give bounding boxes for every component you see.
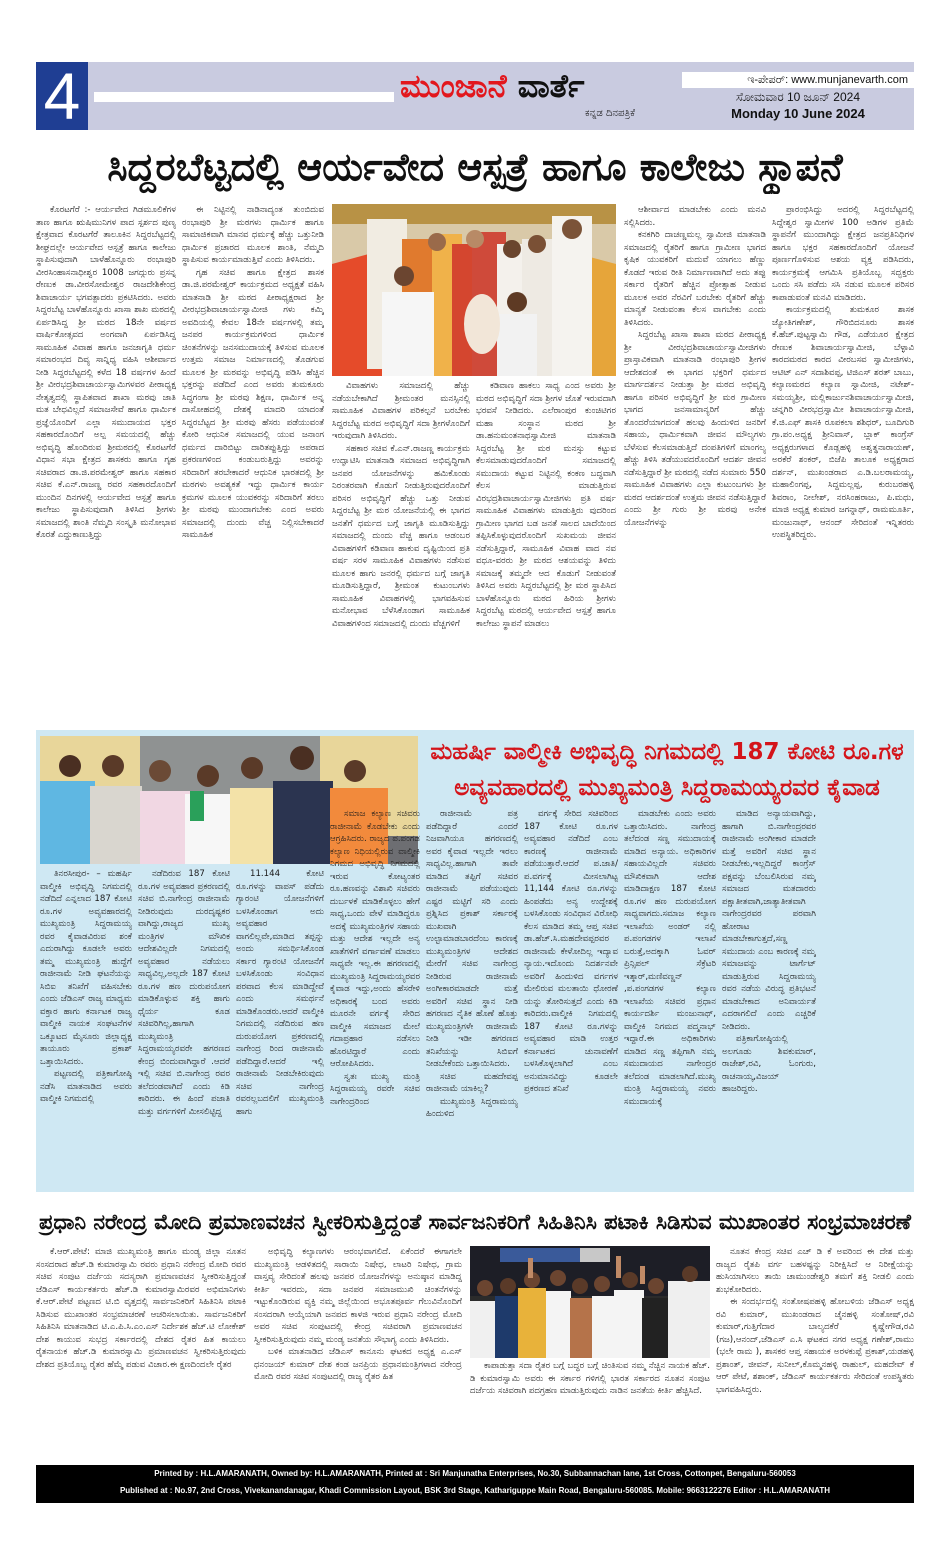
website-url[interactable]: www.munjanevarth.com (791, 74, 908, 86)
story2-headline-line-1: ಮಹರ್ಷಿ ವಾಲ್ಮೀಕಿ ಅಭಿವೃದ್ಧಿ ನಿಗಮದಲ್ಲಿ 187 ಕೋಟಿ ರೂ.ಗಳ (430, 739, 904, 765)
story2-column-6: ವರ್ಗಕ್ಕೆ ಸೇರಿದ ಸಚಿವರಿಂದ 187 ಕೋಟಿ ರೂ.ಗಳ ಅವ್ಯವಹಾರ ನಡೆದಿದೆ ಎಂಬ ಕಾರಣಕ್ಕೆ ರಾಜೀನಾಮೆ ಪಡೆಯುತ್ತಾರೆ.ಆದರೆ ಪ.ಜಾತಿ/ಪ.ವರ್ಗಕ್ಕೆ ಮೀಸಲಾಗಿಟ್ಟ 11,144 ಕೋಟಿ ರೂ.ಗಳನ್ನು ಹಿಂಪಡೆದು ಅನ್ಯ ಉದ್ದೇಶಕ್ಕೆ ಬಳಸಿಕೊಂಡು ಸಂವಿಧಾನ ವಿರೋಧಿ ಕೆಲಸ ಮಾಡಿದ ತಮ್ಮ ಆಪ್ತ ಸಚಿವ ಡಾ.ಹೆಚ್.ಸಿ.ಮಹದೇವಪ್ಪರವರ ರಾಜೀನಾಮೆ ಕೇಳೋದಿಲ್ಲ ಇದ್ಯಾವ ನ್ಯಾಯ.ಇದೊಂದು ನಿದರ್ಶನವೇ ಅವರಿಗೆ ಹಿಂದುಳಿದ ವರ್ಗಗಳ ಮೇಲಿರುವ ಮಲತಾಯಿ ಧೋರಣೆ ಯನ್ನು ತೋರಿಸುತ್ತದೆ ಎಂದು ಕಿಡಿ ಕಾರಿದರು.ವಾಲ್ಮೀಕಿ ನಿಗಮದಲ್ಲಿ 187 ಕೋಟಿ ರೂ.ಗಳನ್ನು ಅವ್ಯವಹಾರ ಮಾಡಿ ಉತ್ತರ ಕರ್ನಾಟಕದ ಚುನಾವಣೆಗೆ ಬಳಸಿಕೊಳ್ಳಲಾಗಿದೆ ಎಂಬ ಅನುಮಾನವಿದ್ದು ಕೂಡಲೇ ಪ್ರಕರಣದ ತನಿಖೆ (524, 809, 618, 1094)
date-english: Monday 10 June 2024 (731, 106, 865, 121)
story2-column-2: ನಡೆದಿರುವ 187 ಕೋಟಿ ರೂ.ಗಳ ಅವ್ಯವಹಾರ ಪ್ರಕರಣದಲ್ಲಿ ಸಚಿವ ಬಿ.ನಾಗೇಂದ್ರ ರಾಜೀನಾಮೆ ನೀಡಿರುವುದು ದುರದೃಷ್ಟಕರ ವಾಗಿದ್ದು,ರಾಜ್ಯದ ಮುಖ್ಯ ಮಂತ್ರಿಗಳ ಮೌಖಿಕ ಆದೇಶವಿಲ್ಲದೇ ನಿಗಮದಲ್ಲಿ ಅವ್ಯವಹಾರ ನಡೆಯಲು ಸಾಧ್ಯವಿಲ್ಲ,ಅಲ್ಲದೇ 187 ಕೋಟಿ ರೂ.ಗಳ ಹಣ ದುರುಪಯೋಗ ಮಾಡಿಕೊಳ್ಳುವ ಶಕ್ತಿ ಹಾಗು ಧೈರ್ಯ ಕೂಡ ಸಚಿವರಿಗಿಲ್ಲ,ಹಾಗಾಗಿ ಮುಖ್ಯಮಂತ್ರಿ ಸಿದ್ದರಾಮಯ್ಯರವರೇ ಹಗರಣದ ಕೇಂದ್ರ ಬಿಂದುವಾಗಿದ್ದಾರೆ .ಆದರೆ ಇಲ್ಲಿ ಸಚಿವ ಬಿ.ನಾಗೇಂದ್ರ ರವರ ತಲೆದಂಡವಾಗಿದೆ ಎಂದು ಕಿಡಿ ಕಾರಿದರು. ಈ ಹಿಂದೆ ಪಜಾತಿ ಮತ್ತು ವರ್ಗಗಳಿಗೆ ಮೀಸಲಿಟ್ಟಿದ್ದ (138, 869, 230, 1117)
story2-column-3: 11.144 ಕೋಟಿ ರೂ.ಗಳನ್ನು ವಾಪಸ್ ಪಡೆದು ಗ್ಯಾರಂಟಿ ಯೋಜನೆಗಳಿಗೆ ಬಳಸಿಕೊಂಡಾಗ ಅದು ಅವ್ಯವಹಾರ ವಾಗಲಿಲ್ಲವೇ,ಮಾಡಿದ ತಪ್ಪನ್ನು ಅಂದು ಸಮರ್ಥಿಸಿಕೊಂಡ ಸರ್ಕಾರ ಗ್ಯಾರಂಟಿ ಯೋಜನೆಗೆ ಬಳಸಿಕೊಂಡು ಸಂವಿಧಾನ ಪರವಾದ ಕೆಲಸ ಮಾಡಿದ್ದೇವೆ ಎಂದು ಸಮರ್ಥನೆ ಮಾಡಿಕೊಂಡರು.ಆದರೆ ವಾಲ್ಮೀಕಿ ನಿಗಮದಲ್ಲಿ ನಡೆದಿರುವ ಹಣ ದುರುಪಯೋಗ ಪ್ರಕರಣದಲ್ಲಿ ನಾಗೇಂದ್ರ ರಿಂದ ರಾಜೀನಾಮೆ ಪಡೆದಿದ್ದಾರೆ.ಆದರೆ ಇಲ್ಲಿ ರಾಜೀನಾಮೆ ನೀಡಬೇಕಿರುವುದು ಸಚಿವ ನಾಗೇಂದ್ರ ರವರಲ್ಲಬದಲಿಗೆ ಮುಖ್ಯಮಂತ್ರಿ ಹಾಗು (236, 869, 324, 1117)
story1-column-3: ವಿವಾಹಗಳು ಸಮಾಜದಲ್ಲಿ ಹೆಚ್ಚು ನಡೆಯಬೇಕಾಗಿದೆ ಶ್ರೀಮಂತರ ಮನಸ್ಸಿನಲ್ಲಿ ಸಾಮೂಹಿಕ ವಿವಾಹಗಳ ಪರಿಕಲ್ಪನೆ ಬರಬೇಕು ಸಿದ್ದರಬೆಟ್ಟ ಮಠದ ಅಭಿವೃದ್ಧಿಗೆ ಸದಾ ಶ್ರೀಗಳೊಂದಿಗೆ ಇರುವುದಾಗಿ ತಿಳಿಸಿದರು. ಸಹಕಾರ ಸಚಿವ ಕೆ.ಎನ್.ರಾಜಣ್ಣ ಕಾರ್ಯಕ್ರಮ ಉದ್ಘಾಟಿಸಿ ಮಾತನಾಡಿ ಸಮಾಜದ ಅಭಿವೃದ್ಧಿಗಾಗಿ ಜನಪರ ಯೋಜನೆಗಳನ್ನು ಹಮಿಕೊಂಡು ನಿರಂತರವಾಗಿ ಕೊಡುಗೆ ನೀಡುತ್ತಿರುವುದರೊಂದಿಗೆ ಪರಿಸರ ಅಭಿವೃದ್ಧಿಗೆ ಹೆಚ್ಚು ಒತ್ತು ನೀಡುವ ಸಿದ್ದರಬೆಟ್ಟ ಶ್ರೀ ಮಠ ಯೋಜನೆಯಲ್ಲಿ ಈ ಭಾಗದ ಜನತೆಗೆ ಧರ್ಮದ ಬಗ್ಗೆ ಜಾಗೃತಿ ಮೂಡಿಸುತ್ತಿದ್ದು ಸಮಾಜದಲ್ಲಿ ದುಂದು ವೆಚ್ಚ ಹಾಗೂ ಆಡಂಬರ ವಿವಾಹಗಳಿಗೆ ಕಡಿವಾಣ ಹಾಕುವ ದೃಷ್ಟಿಯಿಂದ ಪ್ರತಿ ವರ್ಷ ಸರಳ ಸಾಮೂಹಿಕ ವಿವಾಹಗಳು ನಡೆಸುವ ಮೂಲಕ ಹಾಗು ಜನರಲ್ಲಿ ಧರ್ಮದ ಬಗ್ಗೆ ಜಾಗೃತಿ ಮೂಡಿಸುತ್ತಿದ್ದಾರೆ, ಶ್ರೀಮಂತ ಕುಟುಂಬಗಳು ಸಾಮೂಹಿಕ ವಿವಾಹಗಳಲ್ಲಿ ಭಾಗವಹಿಸುವ ಮನೋಭಾವ ಬೆಳೆಸಿಕೊಂಡಾಗ ಸಾಮೂಹಿಕ ವಿವಾಹಗಳಿಂದ ಸಮಾಜದಲ್ಲಿ ದುಂದು ವೆಚ್ಚಗಳಿಗೆ (332, 381, 470, 629)
epaper-link[interactable]: ಇ-ಪೇಪರ್: www.munjanevarth.com (682, 72, 914, 88)
footer-printer-line: Printed by : H.L.AMARANATH, Owned by: H.L.AMARANATH, Printed at : Sri Manjunatha Enterprises, No.30, Subbannachan lane, 1st Cross, Cottonpet, Bengaluru-560053 (154, 1469, 796, 1478)
logo-subtitle: ಕನ್ನಡ ದಿನಪತ್ರಿಕೆ (585, 108, 636, 119)
story2-column-5: ರಾಜೀನಾಮೆ ಪತ್ರ ಪಡೆದಿದ್ದಾರೆ ಎಂದರೆ ನಿಜವಾಗಿಯೂ ಹಗರಣದಲ್ಲಿ ಅವರ ಕೈವಾಡ ಇಲ್ಲದೇ ಇರಲು ಸಾಧ್ಯವಿಲ್ಲ.ಹಾಗಾಗಿ ತಾವೇ ಮಾಡಿದ ತಪ್ಪಿಗೆ ಸಚಿವರ ರಾಜೀನಾಮೆ ಪಡೆಯುವುದು ಎಷ್ಟರ ಮಟ್ಟಿಗೆ ಸರಿ ಎಂದು ಪ್ರಶ್ನಿಸಿದ ಪ್ರಕಾಶ್ ಸರ್ಕಾರಕ್ಕೆ ಮುಖವಾಗಿ ಉಲ್ಟಾಮಾಡಬಾರದೆಂಬ ಕಾರಣಕ್ಕೆ ಮುಖ್ಯಮಂತ್ರಿಗಳ ಆದೇಶದ ಮೇರೆಗೆ ಸಚಿವ ನಾಗೇಂದ್ರ ನೀಡಿರುವ ರಾಜೀನಾಮೆ ಅಂಗೀಕಾರಮಾಡದೇ ಮತ್ತೆ ಅವರಿಗೆ ಸಚಿವ ಸ್ಥಾನ ನೀಡಿ ಹಗರಣದ ನೈತಿಕ ಹೊಣೆ ಹೊತ್ತು ಮುಖ್ಯಮಂತ್ರಿಗಳೇ ರಾಜೀನಾಮೆ ನೀಡಿ ಇಡೀ ಹಗರಣದ ತನಿಖೆಯನ್ನು ಸಿಬಿಐಗೆ ನೀಡಬೇಕೆಂದು ಒತ್ತಾಯಿಸಿದರು. ಸಚಿವ ಮಹದೇವಪ್ಪ ರಾಜೀನಾಮೆ ಯಾಕಿಲ್ಲ? ಮುಖ್ಯಮಂತ್ರಿ ಸಿದ್ದರಾಮಯ್ಯ ಹಿಂದುಳಿದ (426, 809, 518, 1119)
story2-column-8: ಮಾಡಿದ ಅನ್ಯಾಯವಾಗಿದ್ದು, ಹಾಗಾಗಿ ಬಿ.ನಾಗೇಂದ್ರರವರ ರಾಜೀನಾಮೆ ಅಂಗೀಕಾರ ಮಾಡದೇ ಮತ್ತೆ ಅವರಿಗೆ ಸಚಿವ ಸ್ಥಾನ ನೀಡಬೇಕು,ಇಲ್ಲದಿದ್ದರೆ ಕಾಂಗ್ರೆಸ್ ಪಕ್ಷವನ್ನು ಬೆಂಬಲಿಸಿರುವ ನಮ್ಮ ಸಮಾಜದ ಮತದಾರರು ಪಕ್ಷಾತೀತವಾಗಿ,ಜಾತ್ಯಾತೀತವಾಗಿ ನಾಗೇಂದ್ರರವರ ಪರವಾಗಿ ಹೋರಾಟ ಮಾಡಬೇಕಾಗುತ್ತದೆ,ಸಣ್ಣ ಸಮುದಾಯ ಎಂಬ ಕಾರಣಕ್ಕೆ ನಮ್ಮ ಸಮಾಜವನ್ನು ಟಾರ್ಗೆಟ್ ಮಾಡುತ್ತಿರುವ ಸಿದ್ದರಾಮಯ್ಯ ರವರ ನಡೆಯ ವಿರುದ್ಧ ಪ್ರತಿಭಟನೆ ಮಾಡಬೇಕಾದ ಅನಿವಾರ್ಯತೆ ಎದರಾಗಲಿದೆ ಎಂದು ಎಚ್ಚರಿಕೆ ನೀಡಿದರು. ಪತ್ರಿಕಾಗೋಷ್ಠಿಯಲ್ಲಿ ಅಲಗೂಡು ಶಿವಕುಮಾರ್, ರಾಜೇಶ್,ರವಿ, ಓಂಗುರು, ರಾಚನಾಯ್ಕ,ವಿಜಯ್ ಹಾಜರಿದ್ದರು. (722, 809, 816, 1094)
story1-column-4: ಕಡಿವಾಣ ಹಾಕಲು ಸಾಧ್ಯ ಎಂದ ಅವರು ಶ್ರೀ ಮಠದ ಅಭಿವೃದ್ಧಿಗೆ ಸದಾ ಶ್ರೀಗಳ ಜೊತೆ ಇರುವದಾಗಿ ಭರವಸೆ ನೀಡಿದರು. ಎಲೆರಾಂಪುರ ಕುಂಚಿಟಿಗರ ಮಹಾ ಸಂಸ್ಥಾನ ಮಠದ ಶ್ರೀ ಡಾ.ಹನುಮಂತನಾಥಸ್ವಾಮೀಜಿ ಮಾತನಾಡಿ ಸಿದ್ದರಬೆಟ್ಟ ಶ್ರೀ ಮಠ ಮನಸ್ಸು ಕಟ್ಟುವ ಕೆಲಸಮಾಡುವುದರೊಂದಿಗೆ ಸಮಾಜದಲ್ಲಿ ಸಮುದಾಯ ಕಟ್ಟುವ ನಿಟ್ಟಿನಲ್ಲಿ ಕಂಕಣ ಬದ್ಧವಾಗಿ ಕೆಲಸ ಮಾಡುತ್ತಿರುವ ವಿರಭದ್ರಶಿವಾಚಾರ್ಯಸ್ವಾಮೀಜಿಗಳು ಪ್ರತಿ ವರ್ಷ ಸಾಮೂಹಿಕ ವಿವಾಹಗಳು ಮಾಡುತ್ತಿರು ವುದರಿಂದ ಗ್ರಾಮೀಣ ಭಾಗದ ಬಡ ಜನತೆ ಸಾಲದ ಬಾದೆಯಿಂದ ತಪ್ಪಿಸಿಕೊಳ್ಳುವುದರೊಂದಿಗೆ ಸುಖಮಯ ಜೀವನ ನಡೆಸುತ್ತಿದ್ದಾರೆ, ಸಾಮೂಹಿಕ ವಿವಾಹ ವಾದ ನವ ವಧೂ-ವರರು ಶ್ರೀ ಮಠದ ಆಶಯವನ್ನು ತಿಳಿದು ಸಮಾಜಕ್ಕೆ ತಮ್ಮದೇ ಆದ ಕೊಡುಗೆ ನೀಡುವಂತೆ ತಿಳಿಸಿದ ಅವರು ಸಿದ್ದರಬೆಟ್ಟದಲ್ಲಿ ಶ್ರೀ ಮಠ ಸ್ಥಾಪಿಸಿದ ಬಾಳೆಹೊನ್ನೂರು ಮಠದ ಹಿರಿಯ ಶ್ರೀಗಳು ಸಿದ್ದರಬೆಟ್ಟ ಮಠದಲ್ಲಿ ಆರ್ಯವೇದ ಆಸ್ಪತ್ರೆ ಹಾಗೂ ಕಾಲೇಜು ಸ್ಥಾಪನೆ ಮಾಡಲು (476, 381, 616, 629)
story3-photo (470, 1246, 710, 1358)
story1-headline: ಸಿದ್ದರಬೆಟ್ಟದಲ್ಲಿ ಆರ್ಯವೇದ ಆಸ್ಪತ್ರೆ ಹಾಗೂ ಕಾಲೇಜು ಸ್ಥಾಪನೆ (107, 145, 843, 189)
story2-column-7: ಮಾಡಬೇಕು ಎಂದು ಅವರು ಒತ್ತಾಯಿಸಿದರು. ನಾಗೇಂದ್ರ ತಲೆದಂಡ ಸಣ್ಣ ಸಮುದಾಯಕ್ಕೆ ಮಾಡಿದ ಅನ್ಯಾಯ. ಅಧಿಕಾರಿಗಳ ಸಹಾಯವಿಲ್ಲದೇ ಸಚಿವರು ಮೌಖಿಕವಾಗಿ ಆದೇಶ ಮಾಡಿದಾಕ್ಷಣ 187 ಕೋಟಿ ರೂ.ಗಳ ಹಣ ದುರುಪಯೋಗ ಸಾಧ್ಯವಾಗದು.ಸಮಾಜ ಕಲ್ಯಾಣ ಇಲಾಖೆಯ ಅಂಡರ್ ನಲ್ಲಿ ಪ.ಪಂಗಡಗಳ ಇಲಾಖೆ ಬರುತ್ತೆ,ಅದಕ್ಕಾಗಿ ಓವರ್ ಪ್ರಿನ್ಸಿಪಲ್ ಸೆಕ್ರೆಟರಿ ಇತ್ಕಾರ್,ಮಣಿವಣ್ಣನ್ ,ಪ.ಪಂಗಡಗಳ ಕಲ್ಯಾಣ ಇಲಾಖೆಯ ಸಚಿವರ ಪ್ರಧಾನ ಕಾರ್ಯದರ್ಶಿ ಮಂಜುನಾಥ್, ವಾಲ್ಮೀಕಿ ನಿಗಮದ ಪದ್ಮನಾಭ್ ಇದ್ದಾರೆ.ಈ ಅಧಿಕಾರಿಗಳು ಮಾಡಿದ ಸಣ್ಣ ತಪ್ಪಿಗಾಗಿ ನಮ್ಮ ಸಮುದಾಯದ ನಾಗೇಂದ್ರರ ತಲೆದಂಡ ಮಾಡಲಾಗಿದೆ.ಮುಖ್ಯ ಮಂತ್ರಿ ಸಿದ್ದರಾಮಯ್ಯ ನವರು ಸಮುದಾಯಕ್ಕೆ (624, 809, 716, 1107)
epaper-label: ಇ-ಪೇಪರ್ (747, 74, 786, 86)
imprint-footer (36, 1465, 914, 1503)
story1-column-6: ಪ್ರಾರಂಭಿಸಿದ್ದು ಅದರಲ್ಲಿ ಸಿದ್ದರಬೆಟ್ಟದಲ್ಲಿ ಸಿದ್ದೇಶ್ವರ ಸ್ವಾಮೀಗಳ 100 ಅಡಿಗಳ ಪ್ರತಿಮೆ ಸ್ಥಾಪನೆಗೆ ಮುಂದಾಗಿದ್ದು ಕ್ಷೇತ್ರದ ಜನಪ್ರತಿನಿಧಿಗಳ ಹಾಗೂ ಭಕ್ತರ ಸಹಕಾರದೊಂದಿಗೆ ಯೋಜನೆ ಪೂರ್ಣಗೊಳಿಸುವ ಆಶಯ ವ್ಯಕ್ತ ಪಡಿಸಿದರು, ಕಾರ್ಯಕ್ರಮಕ್ಕೆ ಆಗಮಿಸಿ ಪ್ರತಿಯೊಬ್ಬ ಸದ್ಭಕ್ತರು ಒಂದು ಸಸಿ ಪಡೆದು ಸಸಿ ನಡುವ ಮೂಲಕ ಪರಿಸರ ಕಾಪಾಡುವಂತೆ ಮನವಿ ಮಾಡಿದರು. ಕಾರ್ಯಕ್ರಮದಲ್ಲಿ ತುಮಕೂರ ಶಾಸಕ ಜ್ಯೋತಿಗಣೇಶ್, ಗೌರಿಬಿದನೂರು ಶಾಸಕ ಕೆ.ಹೆಚ್.ಪುಟ್ಟಸ್ವಾಮಿ ಗೌಡ, ಎಡೆಯೂರ ಕ್ಷೇತ್ರದ ರೇಣುಕ ಶಿವಾಚಾರ್ಯಸ್ವಾಮೀಜಿ, ಬೆಳ್ಳಾವಿ ಕಾರದಮಠದ ಕಾರದ ವೀರಬಸವ ಸ್ವಾಮೀಜಿಗಳು, ಆಟಿಟ್ ಎನ್ ಸದಾಶಿವಪ್ಪ, ಟಿಜಿಎಸ್ ಶರತ್ ಬಾಬು, ಕಲ್ಯಾಣಮಠದ ಕಲ್ಯಾಣ ಸ್ವಾಮೀಜಿ, ನಟೇಶ್-ಸಮಯ್ಯಶ್ರೀ, ಮಲ್ಲಿಕಾರ್ಜುನಶಿವಾಚಾರ್ಯಸ್ವಾಮೀಜಿ, ಚನ್ನಗಿರಿ ವೀರಭದ್ರಸ್ವಾಮೀ ಶಿವಾಚಾರ್ಯಸ್ವಾಮೀಜಿ, ಕೆ.ಜಿ.ಎಫ್ ಶಾಸಕಿ ರೂಪಕಲಾ ಶಶಿಧರ್, ಬೂದಿಗುರಿ ಗ್ರಾ.ಪಂ.ಅಧ್ಯಕ್ಷ ಶ್ರೀನಿವಾಸ್, ಬ್ಲಾಕ್ ಕಾಂಗ್ರೆಸ್ ಅಧ್ಯಕ್ಷರುಗಳಾದ ಕೊಡ್ಲಹಳ್ಳಿ ಅಶ್ವತ್ಥನಾರಾಯಣ್, ಅರಕೆರೆ ಶಂಕರ್, ಬಿಜೆಪಿ ತಾಲೂಕ ಅಧ್ಯಕ್ಷರಾದ ದರ್ಶನ್, ಮುಖಂಡರಾದ ಎ.ಡಿ.ಬಲರಾಮಯ್ಯ, ಮಹಾಲಿಂಗಪ್ಪ, ಸಿದ್ದಮಲ್ಲಪ್ಪ, ಕುರುಬರಹಳ್ಳಿ ಶಿವರಾಂ, ನೀಲೇಶ್, ನರಸಿಂಹರಾಜು, ಪಿ.ಮಧು, ಮಾಜಿ ಅಧ್ಯಕ್ಷ ಕುಮಾರ ಜಗನ್ನಾಥ್, ರಾಮಮೂರ್ತಿ, ಮಂಜುನಾಥ್, ಆನಂದ್ ಸೇರಿದಂತೆ ಇನ್ನಿತರರು ಉಪಸ್ಥಿತರಿದ್ದರು. (772, 205, 914, 540)
logo-part-2: ವಾರ್ತೆ (517, 67, 585, 105)
masthead-divider (94, 92, 394, 102)
story3-headline: ಪ್ರಧಾನಿ ನರೇಂದ್ರ ಮೋದಿ ಪ್ರಮಾಣವಚನ ಸ್ವೀಕರಿಸುತ್ತಿದ್ದಂತೆ ಸಾರ್ವಜನಿಕರಿಗೆ ಸಿಹಿತಿನಿಸಿ ಪಟಾಕಿ ಸಿಡಿಸುವ ಮುಖಾಂತರ ಸಂಭ್ರಮಾಚರಣೆ (39, 1210, 911, 1234)
celebration-photo-graphic (470, 1246, 710, 1358)
story3-column-1: ಕೆ.ಆರ್.ಪೇಟೆ: ಮಾಜಿ ಮುಖ್ಯಮಂತ್ರಿ ಹಾಗೂ ಮಂಡ್ಯ ಜಿಲ್ಲಾ ನೂತನ ಸಂಸದರಾದ ಹೆಚ್.ಡಿ ಕುಮಾರಸ್ವಾಮಿ ರವರು ಪ್ರಧಾನಿ ನರೇಂದ್ರ ಮೋದಿ ರವರ ಸಚಿವ ಸಂಪುಟ ದರ್ಜೆಯ ಸದಸ್ಯರಾಗಿ ಪ್ರಮಾಣವಚನ ಸ್ವೀಕರಿಸುತ್ತಿದ್ದಂತೆ ಜೆಡಿಎಸ್ ಕಾರ್ಯಕರ್ತರು ಹೆಚ್.ಡಿ ಕುಮಾರಸ್ವಾಮಿರವರ ಅಭಿಮಾನಿಗಳು ಕೆ.ಆರ್.ಪೇಟೆ ಪಟ್ಟಣದ ಟಿ.ಬಿ ವೃತ್ತದಲ್ಲಿ ಸಾರ್ವಜನಿಕರಿಗೆ ಸಿಹಿತಿನಿಸಿ ಪಟಾಕಿ ಸಿಡಿಸುವ ಮುಖಾಂತರ ಸಂಭ್ರಮಾಚರಣೆ ಆಚರಿಸಲಾಯಿತು. ಸಾರ್ವಜನಿಕರಿಗೆ ಸಿಹಿತಿನಿಸಿ ಮಾತನಾಡಿದ ಟಿ.ಎ.ಪಿ.ಸಿ.ಎಂ.ಎಸ್ ನಿರ್ದೇಶಕ ಹೆಚ್.ಟಿ ಲೋಕೇಶ್ ದೇಶ ಕಾಯುವ ಸುಭದ್ರ ಸರ್ಕಾರದಲ್ಲಿ ದೇಶದ ರೈತರ ಹಿತ ಕಾಯಲು ರೈತನಾಯಕ ಹೆಚ್.ಡಿ ಕುಮಾರಸ್ವಾಮಿ ಪ್ರಮಾಣವಚನ ಸ್ವೀಕರಿಸುತ್ತಿರುವುದು ದೇಶದ ಪ್ರತಿಯೊಬ್ಬ ರೈತರ ಹೆಮ್ಮೆ ಪಡುವ ವಿಚಾರ.ಈ ಕ್ಷಣದಿಂದಲೇ ರೈತರ (36, 1247, 246, 1370)
footer-publisher-line: Published at : No.97, 2nd Cross, Vivekanandanagar, Khadi Commission Layout, BSK 3rd Stage, Kathariguppe Main Road, Bengaluru-560085. Mobile: 9663122276 Editor : H.L.AMARANATH (119, 1486, 831, 1495)
newspaper-logo (400, 66, 670, 106)
logo-part-1: ಮುಂಜಾನೆ (400, 67, 507, 105)
ceremony-photo-graphic (332, 204, 616, 376)
story1-column-1: ಕೊರಟಗೆರೆ :- ಆರ್ಯವೇದ ಗಿಡಮೂಲಿಕೆಗಳ ತಾಣ ಹಾಗೂ ಋಷಿಮುನಿಗಳ ಪಾದ ಸ್ಪರ್ಶದ ಪುಣ್ಯ ಕ್ಷೇತ್ರವಾದ ಕೊರಟಗೆರೆ ತಾಲೂಕಿನ ಸಿದ್ದರಬೆಟ್ಟದಲ್ಲಿ ಶೀಘ್ರದಲ್ಲೇ ಆರ್ಯವೇದ ಆಸ್ಪತ್ರೆ ಹಾಗೂ ಕಾಲೇಜು ಸ್ಥಾಪಿಸುವುದಾಗಿ ಬಾಳೆಹೊನ್ನೂರು ರಂಭಾಪುರಿ ವೀರಸಿಂಹಾಸನಾಧೀಶ್ವರ 1008 ಜಗದ್ಗುರು ಪ್ರಸನ್ನ ರೇಣುಕ ಡಾ.ವೀರಸೋಮೇಶ್ವರ ರಾಜದೇಶಿಕೇಂದ್ರ ಶಿವಾಚಾರ್ಯ ಭಗವತ್ಪಾದರು ಪ್ರಕಟಿಸಿದರು. ಅವರು ಸಿದ್ದರಬೆಟ್ಟ ಬಾಳೆಹೊನ್ನೂರು ಖಾಸಾ ಶಾಖ ಮಠದಲ್ಲಿ ಏರ್ಪಡಿಸಿದ್ದ ಶ್ರೀ ಮಠದ 18ನೇ ವರ್ಷದ ವಾರ್ಷಿಕೋತ್ಸವದ ಅಂಗವಾಗಿ ಏರ್ಪಡಿಸಿದ್ದ ಸಾಮೂಹಿಕ ವಿವಾಹ ಹಾಗೂ ಜನಜಾಗೃತಿ ಧರ್ಮ ಸಮಾರಂಭದ ದಿವ್ಯ ಸಾನ್ನಿಧ್ಯ ವಹಿಸಿ ಆಶೀರ್ವಾದ ನೀಡಿ ಸಿದ್ದರಬೆಟ್ಟದಲ್ಲಿ ಕಳೆದ 18 ವರ್ಷಗಳ ಹಿಂದೆ ಶ್ರೀ ವೀರಭದ್ರಶಿವಾಚಾರ್ಯಸ್ವಾಮಿಗಳವರ ಪೀಠಾಧ್ಯಕ್ಷ ನೇತೃತ್ವದಲ್ಲಿ ಸ್ಥಾಪಿತವಾದ ಶಾಖಾ ಮಠವು ಜಾತಿ ಮತ ಬೇಧವಿಲ್ಲದೆ ಸಮಾಜಸೇವೆ ಹಾಗೂ ಧಾರ್ಮಿಕ ಪ್ರಜ್ಞೆಯೊಂದಿಗೆ ಎಲ್ಲಾ ಸಮುದಾಯದ ಭಕ್ತರ ಸಹಕಾರದೊಂದಿಗೆ ಅಲ್ಪ ಸಮಯದಲ್ಲಿ ಹೆಚ್ಚು ಅಭಿವೃದ್ಧಿ ಹೊಂದಿರುವ ಶ್ರೀಮಠದಲ್ಲಿ ಕೊರಟಗೆರೆ ವಿಧಾನ ಸಭಾ ಕ್ಷೇತ್ರದ ಶಾಸಕರು ಹಾಗೂ ಗೃಹ ಸಚಿವರಾದ ಡಾ.ಜಿ.ಪರಮೇಶ್ವರ್ ಹಾಗೂ ಸಹಕಾರ ಸಚಿವ ಕೆ.ಎನ್.ರಾಜಣ್ಣ ರವರ ಸಹಕಾರದೊಂದಿಗೆ ಮುಂದಿನ ದಿನಗಳಲ್ಲಿ ಆರ್ಯವೇದ ಆಸ್ಪತ್ರೆ ಹಾಗೂ ಕಾಲೇಜು ಸ್ಥಾಪಿಸುವುದಾಗಿ ತಿಳಿಸಿದ ಶ್ರೀಗಳು ಸಮಾಜದಲ್ಲಿ ಶಾಂತಿ ನೆಮ್ಮದಿ ಸಂಸ್ಕೃತಿ ಮನೋಭಾವ ಕೊರತೆ ಎದ್ದುಕಾಣುತ್ತಿದ್ದು (36, 205, 176, 540)
story1-column-5: ಆಶೀರ್ವಾದ ಮಾಡಬೇಕು ಎಂದು ಮನವಿ ಸಲ್ಲಿಸಿದರು. ಕನಕಗಿರಿ ದಾಚಣ್ಣಮಲ್ಲ ಸ್ವಾಮೀಜಿ ಮಾತನಾಡಿ ಸಮಾಜದಲ್ಲಿ ರೈತರಿಗೆ ಹಾಗೂ ಗ್ರಾಮೀಣ ಭಾಗದ ಕೃಷಿಕ ಯುವಕರಿಗೆ ಮದುವೆ ಯಾಗಲು ಹೆಣ್ಣು ಕೊಡದೆ ಇರುವ ರೀತಿ ನಿರ್ಮಾಣವಾಗಿದೆ ಅದು ತಪ್ಪು ಸರ್ಕಾರ ರೈತರಿಗೆ ಹೆಚ್ಚಿನ ಪ್ರೋತ್ಸಾಹ ನೀಡುವ ಮೂಲಕ ಅವರ ನೆರವಿಗೆ ಬರಬೇಕು ರೈತರಿಗೆ ಹೆಚ್ಚು ಮಾನ್ಯತೆ ನೀಡುವಂತಾ ಕೆಲಸ ವಾಗಬೇಕು ಎಂದು ತಿಳಿಸಿದರು. ಸಿದ್ದರಬೆಟ್ಟ ಖಾಸಾ ಶಾಖಾ ಮಠದ ಪೀಠಾಧ್ಯಕ್ಷ ಶ್ರೀ ವೀರಭದ್ರಶಿವಾಚಾರ್ಯಸ್ವಾಮೀಜಿಗಳು ಪ್ರಾಸ್ತಾವಿಕವಾಗಿ ಮಾತನಾಡಿ ರಂಭಾಪುರಿ ಶ್ರೀಗಳ ಆದೇಶದಂತೆ ಈ ಭಾಗದ ಭಕ್ತರಿಗೆ ಧರ್ಮದ ಮಾರ್ಗದರ್ಶನ ನೀಡುತ್ತಾ ಶ್ರೀ ಮಠದ ಅಭಿವೃದ್ಧಿ ಹಾಗೂ ಪರಿಸರ ಅಭಿವೃದ್ಧಿಗೆ ಶ್ರೀ ಮಠ ಗ್ರಾಮೀಣ ಭಾಗದ ಜನಸಾಮಾನ್ಯರಿಗೆ ಹೆಚ್ಚು ತೊಂದರೆಯಾಗದಂತೆ ಹಲವು ಹಿಂದುಳಿದ ಜನರಿಗೆ ಸಹಾಯ, ಧಾರ್ಮಿಕವಾಗಿ ಜೀವನ ಮೌಲ್ಯಗಳು ಬೆಳೆಸುವ ಕೆಲಸಮಾಡುತ್ತಿದೆ ದಂಪತಿಗಳಿಗೆ ಮಾಂಗಲ್ಯ ಹೆಚ್ಚು ತಿಳಿಸಿ ತಡೆಯುವದರೊಂದಿಗೆ ಆದರ್ಶ ಜೀವನ ನಡೆಸುತ್ತಿದ್ದಾರೆ ಶ್ರೀ ಮಠದಲ್ಲಿ ನಡೆದ ಸುಮಾರು 550 ಸಾಮೂಹಿಕ ವಿವಾಹಗಳು ಎಲ್ಲಾ ಕುಟುಂಬಗಳು ಶ್ರೀ ಮಠದ ಆದರ್ಶದಂತೆ ಉತ್ತಮ ಜೀವನ ನಡೆಸುತ್ತಿದ್ದಾರೆ ಎಂದು ಶ್ರೀ ಗುರು ಶ್ರೀ ಮಠವು ಅನೇಕ ಯೋಜನೆಗಳನ್ನು (624, 205, 766, 528)
story3-column-2: ಅಭಿವೃದ್ಧಿ ಕಲ್ಯಾಣಗಳು ಆರಂಭವಾಗಲಿದೆ. ಏಕೆಂದರೆ ಈಗಾಗಲೇ ಮುಖ್ಯಮಂತ್ರಿ ಆಡಳಿತದಲ್ಲಿ ಸಾರಾಯಿ ನಿಷೇಧ, ಲಾಟರಿ ನಿಷೇಧ, ಗ್ರಾಮ ವಾಸ್ತವ್ಯ ಸೇರಿದಂತೆ ಹಲವು ಜನಪರ ಯೋಜನೆಗಳನ್ನು ಅನುಷ್ಠಾನ ಮಾಡಿದ್ದ ಕೀರ್ತಿ ಇವರದು, ಸದಾ ಜನಪರ ಸಮಾಜಮುಖಿ ಚಿಂತನೆಗಳನ್ನು ಇಟ್ಟುಕೊಂಡಿರುವ ವ್ಯಕ್ತಿ ನಮ್ಮ ಜಿಲ್ಲೆಯಿಂದ ಅಭೂತಪೂರ್ವ ಗೆಲುವಿನೊಂದಿಗೆ ಸಂಸದರಾಗಿ ಆಯ್ಕೆಯಾಗಿ ಜನಪದ ಕಾಳಜಿ ಇರುವ ಪ್ರಧಾನಿ ನರೇಂದ್ರ ಮೋದಿ ಅವರ ಸಚಿವ ಸಂಪುಟದಲ್ಲಿ ಕೇಂದ್ರ ಸಚಿವರಾಗಿ ಪ್ರಮಾಣವಚನ ಸ್ವೀಕರಿಸುತ್ತಿರುವುದು ನಮ್ಮ ಮಂಡ್ಯ ಜನತೆಯ ಸೌಭಾಗ್ಯ ಎಂದು ತಿಳಿಸಿದರು. ಬಳಿಕ ಮಾತನಾಡಿದ ಜೆಡಿಎಸ್ ಕಾನೂನು ಘಟಕದ ಅಧ್ಯಕ್ಷ ಎ.ಎಸ್ ಧನಂಜಯ್ ಕುಮಾರ್ ದೇಶ ಕಂಡ ಜನಪ್ರಿಯ ಪ್ರಧಾನಮಂತ್ರಿಗಳಾದ ನರೇಂದ್ರ ಮೋದಿ ರವರ ಸಚಿವ ಸಂಪುಟದಲ್ಲಿ ರಾಜ್ಯ ರೈತರ ಹಿತ (254, 1247, 462, 1382)
story1-column-2: ಈ ನಿಟ್ಟಿನಲ್ಲಿ ನಾಡಿನಾದ್ಯಂತ ತುಂಬಿದುವ ರಂಭಾಪುರಿ ಶ್ರೀ ಮಠಗಳು ಧಾರ್ಮಿಕ ಹಾಗೂ ಸಾಮಾಜಿಕವಾಗಿ ಮಾನವ ಧರ್ಮಕ್ಕೆ ಹೆಚ್ಚು ಒತ್ತುನೀಡಿ ಧಾರ್ಮಿಕ ಪ್ರಚಾರದ ಮೂಲಕ ಶಾಂತಿ, ನೆಮ್ಮದಿ ಸ್ಥಾಪಿಸುವ ಕಾರ್ಯಮಾಡುತ್ತಿವೆ ಎಂದು ತಿಳಿಸಿದರು. ಗೃಹ ಸಚಿವ ಹಾಗೂ ಕ್ಷೇತ್ರದ ಶಾಸಕ ಡಾ.ಜಿ.ಪರಮೇಶ್ವರ್ ಕಾರ್ಯಕ್ರಮದ ಅಧ್ಯಕ್ಷತೆ ವಹಿಸಿ ಮಾತನಾಡಿ ಶ್ರೀ ಮಠದ ಪೀಠಾಧ್ಯಕ್ಷರಾದ ಶ್ರೀ ವೀರಭದ್ರಶಿವಾಚಾರ್ಯಸ್ವಾಮೀಜಿ ಗಳು ಕಮ್ಮಿ ಅವದಿಯಲ್ಲಿ ಕೇವಲ 18ನೇ ವರ್ಷಗಳಲ್ಲಿ ತಮ್ಮ ಜನಪರ ಕಾರ್ಯಕ್ರಮಗಳಿಂದ ಧಾರ್ಮಿಕ ಚಿಂತನೆಗಳನ್ನು ಜನಸಮುದಾಯಕ್ಕೆ ತಿಳಿಸುವ ಮೂಲಕ ಉತ್ತಮ ಸಮಾಜ ನಿರ್ಮಾಣದಲ್ಲಿ ತೊಡಗುವ ಮೂಲಕ ಶ್ರೀ ಮಠವನ್ನು ಅಭಿವೃದ್ಧಿ ಪಡಿಸಿ ಹೆಚ್ಚಿನ ಭಕ್ತರನ್ನು ಪಡೆದಿದೆ ಎಂದ ಅವರು ತುಮಕೂರು ಸಿದ್ಧಗಂಗಾ ಶ್ರೀ ಮಠವು ಶಿಕ್ಷಣ, ಧಾರ್ಮಿಕ ಅನ್ನ ದಾಸೋಹದಲ್ಲಿ ದೇಶಕ್ಕೆ ಮಾದರಿ ಯಾದಂತೆ ಸಿದ್ದರಬೆಟ್ಟದ ಶ್ರೀ ಮಠವು ಹೆಸರು ಪಡೆಯುವಂತೆ ಕೋರಿ ಆಧುನಿಕ ಸಮಾಜದಲ್ಲಿ ಯುವ ಜನಾಂಗ ಧರ್ಮದ ದಾರಿಬಿಟ್ಟು ದಾರಿತಪ್ಪುತ್ತಿದ್ದು ಅಪರಾದ ಪ್ರಕರಣಗಳಿಂದ ಕಂಡುಬರುತ್ತಿದ್ದು ಅವರನ್ನು ಸರಿದಾರಿಗೆ ತರಬೇಕಾದರೆ ಆಧುನಿಕ ಭಾರತದಲ್ಲಿ ಶ್ರೀ ಮಠಗಳು ಅವಶ್ಯಕತೆ ಇದ್ದು ಧಾರ್ಮಿಕ ಕಾರ್ಯ ಕ್ರಮಗಳ ಮೂಲಕ ಯುವಕರನ್ನು ಸರಿದಾರಿಗೆ ತರಲು ಶ್ರೀ ಮಠವು ಮುಂದಾಗಬೇಕು ಎಂದ ಅವರು ಸಮಾಜದಲ್ಲಿ ದುಂದು ವೆಚ್ಚ ನಿಲ್ಲಿಸಬೇಕಾದರೆ ಸಾಮೂಹಿಕ (182, 205, 324, 540)
story2-column-4: ಸಮಾಜ ಕಲ್ಯಾಣ ಸಚಿವರು ರಾಜೀನಾಮೆ ಕೊಡಬೇಕು ಎಂದು ಆಗ್ರಹಿಸಿದರು. ರಾಜ್ಯದ ಪ.ಪಂಗಡ ಕಲ್ಯಾಣ ನಿಧಿಯಲ್ಲಿರುವ ವಾಲ್ಮೀಕಿ ನಿಗಮದ ಅಭಿವೃದ್ಧಿ ನಿಗಮದಲ್ಲಿ ಇರುವ ಕೋಟ್ಯಂತರ ರೂ.ಹಣವನ್ನು ವಿಶಾಖಿ ಸಚಿವರು ದುರ್ಬಳಕೆ ಮಾಡಿಕೊಳ್ಳಲು ಹೇಗೆ ಸಾಧ್ಯ,ಒಂದು ವೇಳೆ ಮಾಡಿದ್ದರೂ ಅದಕ್ಕೆ ಮುಖ್ಯಮಂತ್ರಿಗಳ ಸಹಾಯ ಮತ್ತು ಆದೇಶ ಇಲ್ಲದೇ ಅನ್ಯ ಖಾತೆಗಳಿಗೆ ವರ್ಗಾವಣೆ ಮಾಡಲು ಸಾಧ್ಯವೇ ಇಲ್ಲ.ಈ ಹಗರಣದಲ್ಲಿ ಮುಖ್ಯಮಂತ್ರಿ ಸಿದ್ದರಾಮಯ್ಯರವರ ಕೈವಾಡ ಇದ್ದು,ಅಂದು ಹೆಸರೇಳಿ ಅಧಿಕಾರಕ್ಕೆ ಬಂದ ಅವರು ಮೂರನೇ ವರ್ಗಕ್ಕೆ ಸೇರಿದ ವಾಲ್ಮೀಕಿ ಸಮಾಜದ ಮೇಲೆ ಗದಾಪ್ರಹಾರ ನಡೆಸಲು ಹೊರಟಿದ್ದಾರೆ ಎಂದು ಆರೋಪಿಸಿದರು. ಸ್ವತಃ ಮುಖ್ಯ ಮಂತ್ರಿ ಸಿದ್ದರಾಮಯ್ಯ ರವರೇ ಸಚಿವ ನಾಗೇಂದ್ರರಿಂದ (330, 809, 420, 1107)
story3-column-4: ನೂತನ ಕೇಂದ್ರ ಸಚಿವ ಎಚ್ ಡಿ ಕೆ ಅವರಿಂದ ಈ ದೇಶ ಮತ್ತು ರಾಜ್ಯದ ರೈತಪಿ ವರ್ಗ ಬಹಳಷ್ಟನ್ನು ನಿರೀಕ್ಷಿಸಿದೆ ಆ ನಿರೀಕ್ಷೆಯನ್ನು ಹುಸಿಯಾಗಿಸಲು ತಾಯಿ ಚಾಮುಂಡೇಶ್ವರಿ ತಮಗೆ ಶಕ್ತಿ ನೀಡಲಿ ಎಂದು ಶುಭಕೋರಿದರು. ಈ ಸಂದರ್ಭದಲ್ಲಿ ಸಂತೋಷಪಹಳ್ಳಿ ಹೋಬಳಿಯ ಜೆಡಿಎಸ್ ಅಧ್ಯಕ್ಷ ರವಿ ಕುಮಾರ್, ಮುಖಂಡರಾದ ಚೈನಹಳ್ಳಿ ಸಂತೋಷ್,ರವಿ ಕುಮಾರ್,ಗುತ್ತಿಗೆದಾರ ಬಾಲ್ಯದಕೆರೆ ಕೃಷ್ಣೇಗೌಡ,ರವಿ (ಗಜ),ಆನಂದ್,ಜೆಡಿಎಸ್ ಎ.ಸಿ ಘಟಕದ ನಗರ ಅಧ್ಯಕ್ಷ ಗಣೇಶ್,ರಾಮು (ಭಲೇ ರಾಮ ), ಶಾಸಕರ ಆಪ್ತ ಸಹಾಯಕ ಅರಳಕುಪ್ಪೆ ಪ್ರಕಾಶ್,ಯಡಹಳ್ಳಿ ಪ್ರಶಾಂತ್, ಜೀವನ್, ಸುನೀಲ್,ಕೊಮ್ಮನಹಳ್ಳಿ ರಾಹುಲ್, ಮಹದೇವ್ ಕೆ ಆರ್ ಪೇಟೆ, ಶಶಾಂಕ್, ಜೆಡಿಎಸ್ ಕಾರ್ಯಕರ್ತರು ಸೇರಿದಂತೆ ಉಪಸ್ಥಿತರು ಭಾಗವಹಿಸಿದ್ದರು. (716, 1247, 914, 1395)
story2-headline (424, 734, 910, 806)
story3-column-3: ಕಾಪಾಡುತ್ತಾ ಸದಾ ರೈತರ ಬಗ್ಗೆ ಬದ್ಧರ ಬಗ್ಗೆ ಚಿಂತಿಸುವ ನಮ್ಮ ನೆಚ್ಚಿನ ನಾಯಕ ಹೆಚ್. ಡಿ ಕುಮಾರಸ್ವಾಮಿ ಅವರು ಈ ಸರ್ಕಾರ ಗಳಿಗಲ್ಲಿ ಭಾರತ ಸರ್ಕಾರದ ನೂತನ ಸಂಪುಟ ದರ್ಜೆಯ ಸಚಿವರಾಗಿ ಪದಗ್ರಹಣ ಮಾಡುತ್ತಿರುವುದು ನಾಡಿನ ಜನತೆಯ ಕೀರ್ತಿ ಹೆಚ್ಚಿಸಿದೆ. (470, 1361, 710, 1396)
date-kannada: ಸೋಮವಾರ 10 ಜೂನ್ 2024 (736, 90, 860, 104)
story1-photo (332, 204, 616, 376)
story2-headline-line-2: ಅವ್ಯವಹಾರದಲ್ಲಿ ಮುಖ್ಯಮಂತ್ರಿ ಸಿದ್ದರಾಮಯ್ಯರವರ ಕೈವಾಡ (454, 775, 880, 801)
story2-column-1: ತಿನರಸೀಪುರ- – ಮಹರ್ಷಿ ವಾಲ್ಮೀಕಿ ಅಭಿವೃದ್ಧಿ ನಿಗಮದಲ್ಲಿ ನಡೆದಿದೆ ಎನ್ನಲಾದ 187 ಕೋಟಿ ರೂ.ಗಳ ಅವ್ಯವಹಾರದಲ್ಲಿ ಮುಖ್ಯಮಂತ್ರಿ ಸಿದ್ದರಾಮಯ್ಯ ರವರ ಕೈವಾಡವಿರುವ ಶಂಕೆ ಎದುರಾಗಿದ್ದು ಕೂಡಲೇ ಅವರು ತಮ್ಮ ಮುಖ್ಯಮಂತ್ರಿ ಹುದ್ದೆಗೆ ರಾಜೀನಾಮೆ ನೀಡಿ ಘಟನೆಯನ್ನು ಸಿಬಿಐ ತನಿಖೆಗೆ ವಹಿಸಬೇಕು ಎಂದು ಜೆಡಿಎಸ್ ರಾಜ್ಯ ಮಾಧ್ಯಮ ವಕ್ತಾರ ಹಾಗು ಕರ್ನಾಟಕ ರಾಜ್ಯ ವಾಲ್ಮೀಕಿ ನಾಯಕ ಸಂಘಟನೆಗಳ ಒಕ್ಕೂಟದ ಮೈಸೂರು ಜಿಲ್ಲಾಧ್ಯಕ್ಷ ತಾಯೂರು ಪ್ರಕಾಶ್ ಒತ್ತಾಯಿಸಿದರು. ಪಟ್ಟಣದಲ್ಲಿ ಪತ್ರಿಕಾಗೋಷ್ಠಿ ನಡೆಸಿ ಮಾತನಾಡಿದ ಅವರು ವಾಲ್ಮೀಕಿ ನಿಗಮದಲ್ಲಿ (40, 869, 132, 1104)
page-number: 4 (36, 62, 88, 130)
